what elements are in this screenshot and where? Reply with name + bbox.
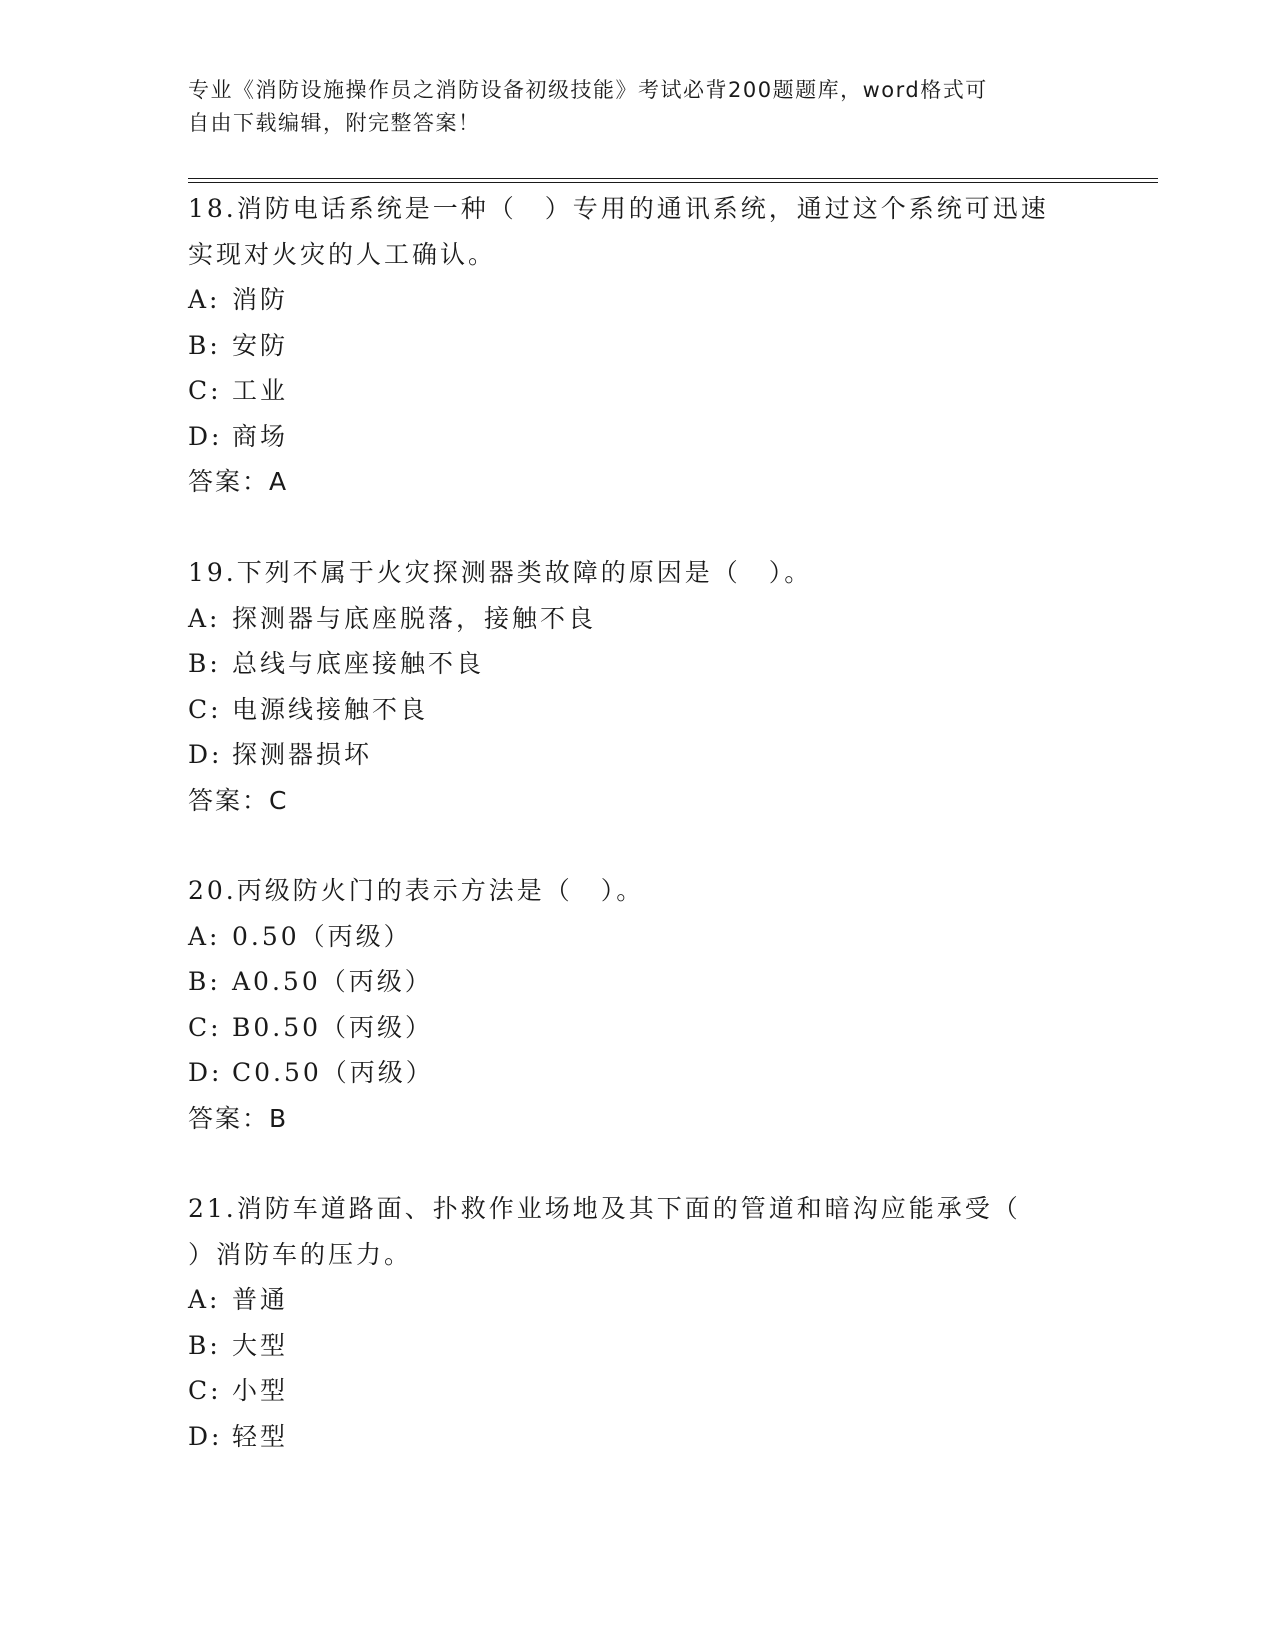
option-c	[188, 1005, 1088, 1051]
header-line-2: 自由下载编辑，附完整答案！	[188, 111, 481, 135]
option-text: 小型	[232, 1376, 289, 1405]
option-text: 0.50（丙级）	[232, 921, 412, 951]
option-label: D:	[188, 421, 223, 451]
option-a	[188, 277, 1088, 323]
option-label: B:	[188, 1330, 221, 1360]
option-text: 探测器与底座脱落，接触不良	[232, 603, 597, 633]
header-divider-top	[188, 178, 1158, 179]
option-label: C:	[188, 694, 222, 724]
option-text: 探测器损坏	[232, 740, 373, 769]
option-label: C:	[188, 1012, 222, 1042]
option-label: D:	[188, 740, 223, 769]
option-d	[188, 414, 1088, 460]
option-b	[188, 1323, 1088, 1369]
option-label: A:	[188, 285, 221, 314]
option-text: 普通	[232, 1285, 289, 1314]
answer: 答案：B	[188, 1103, 289, 1133]
question-19	[188, 550, 1088, 823]
question-21	[188, 1186, 1088, 1459]
option-b	[188, 323, 1088, 369]
question-text: 18.消防电话系统是一种（ ）专用的通讯系统，通过这个系统可迅速	[188, 194, 1049, 223]
question-text: 20.丙级防火门的表示方法是（ ）。	[188, 876, 645, 905]
option-text: 工业	[232, 376, 289, 405]
option-text: 安防	[232, 330, 289, 360]
option-d	[188, 1414, 1088, 1460]
question-18	[188, 186, 1088, 505]
option-b	[188, 641, 1088, 687]
question-text-continued: ）消防车的压力。	[188, 1239, 413, 1269]
option-d	[188, 1050, 1088, 1096]
option-label: A:	[188, 603, 221, 633]
option-text: C0.50（丙级）	[232, 1058, 434, 1087]
option-c	[188, 368, 1088, 414]
option-a	[188, 596, 1088, 642]
option-label: D:	[188, 1421, 223, 1451]
header-divider-bottom	[188, 182, 1158, 183]
question-20	[188, 868, 1088, 1141]
question-text: 19.下列不属于火灾探测器类故障的原因是（ ）。	[188, 558, 813, 587]
header-line-1: 专业《消防设施操作员之消防设备初级技能》考试必背200题题库，word格式可	[188, 78, 988, 102]
option-label: B:	[188, 649, 221, 678]
option-text: 总线与底座接触不良	[232, 649, 485, 678]
option-d	[188, 732, 1088, 778]
option-text: 电源线接触不良	[232, 694, 429, 724]
option-a	[188, 1277, 1088, 1323]
question-text: 21.消防车道路面、扑救作业场地及其下面的管道和暗沟应能承受（	[188, 1194, 1021, 1223]
option-label: A:	[188, 921, 221, 951]
option-c	[188, 687, 1088, 733]
answer: 答案：A	[188, 467, 289, 496]
option-a	[188, 914, 1088, 960]
option-c	[188, 1368, 1088, 1414]
option-text: 大型	[232, 1330, 289, 1360]
answer: 答案：C	[188, 785, 289, 815]
option-label: B:	[188, 330, 221, 360]
option-label: C:	[188, 376, 222, 405]
option-text: B0.50（丙级）	[232, 1012, 434, 1042]
option-label: D:	[188, 1058, 223, 1087]
option-text: 轻型	[232, 1421, 289, 1451]
option-b	[188, 959, 1088, 1005]
option-text: 消防	[232, 285, 289, 314]
option-label: B:	[188, 967, 221, 996]
option-text: 商场	[232, 421, 289, 451]
document-header	[188, 74, 1068, 140]
option-label: C:	[188, 1376, 222, 1405]
question-text-continued: 实现对火灾的人工确认。	[188, 239, 497, 269]
option-label: A:	[188, 1285, 221, 1314]
option-text: A0.50（丙级）	[232, 967, 433, 996]
